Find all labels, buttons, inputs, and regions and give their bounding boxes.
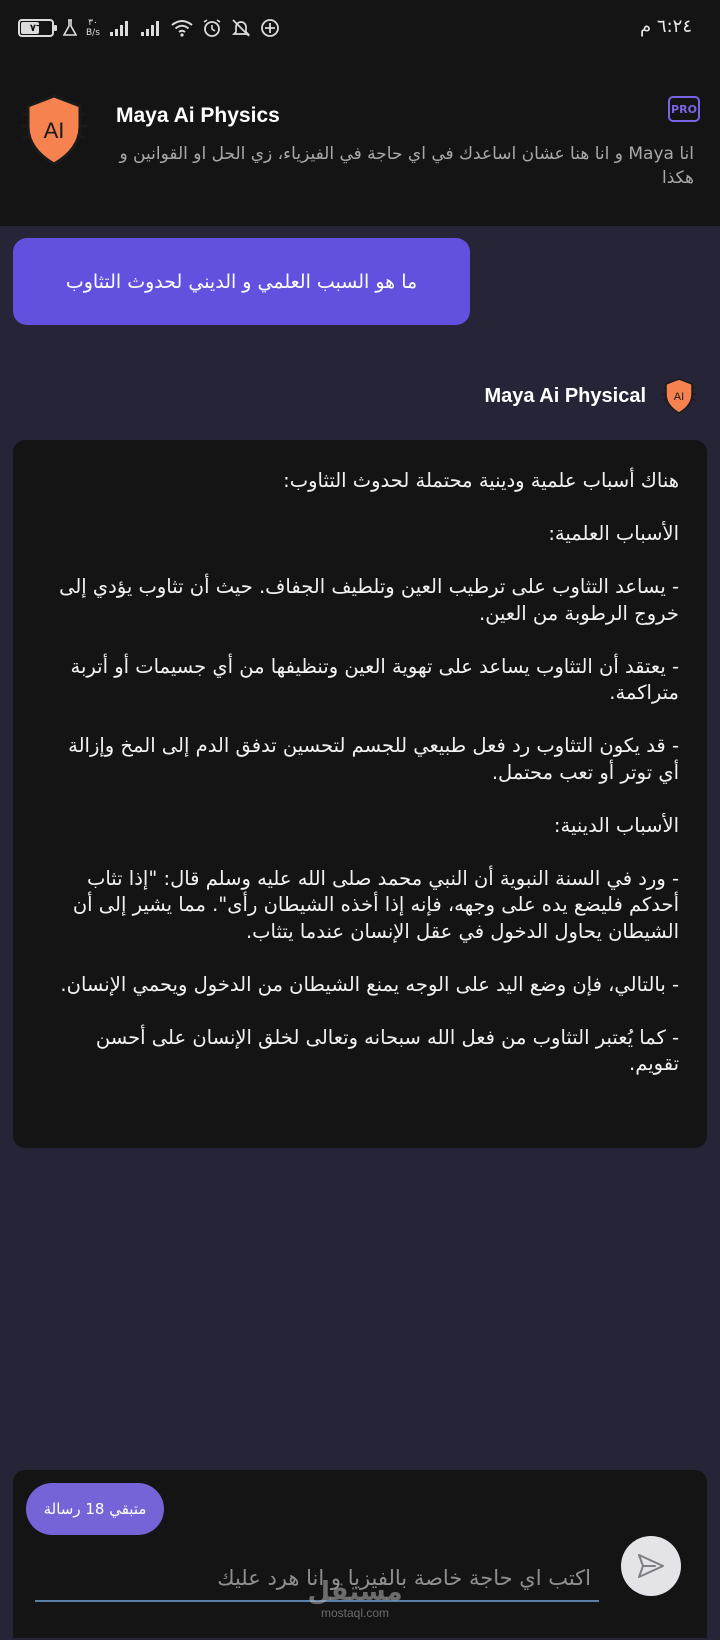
wifi-icon — [171, 19, 193, 37]
remaining-messages-badge: متبقي 18 رسالة — [26, 1483, 164, 1535]
network-speed — [86, 18, 100, 38]
bell-off-icon — [231, 18, 251, 38]
app-avatar-text: AI — [43, 118, 65, 143]
add-circle-icon — [260, 18, 280, 38]
assistant-header — [484, 376, 698, 416]
pro-badge[interactable]: PRO — [668, 96, 700, 122]
assistant-name: Maya Ai Physical — [484, 384, 646, 407]
alarm-icon — [202, 18, 222, 38]
watermark-logo: مستقل — [307, 1577, 403, 1607]
battery-icon — [18, 19, 54, 37]
network-speed-unit: B/s — [86, 28, 100, 38]
app-description: انا Maya و انا هنا عشان اساعدك في اي حاجة في الفيزياء، زي الحل او القوانين و هكذا — [119, 144, 694, 188]
network-speed-value: ٣٠ — [88, 18, 98, 28]
assistant-avatar-icon — [660, 377, 698, 415]
watermark-url: mostaql.com — [320, 1606, 390, 1620]
watermark — [300, 1578, 410, 1620]
signal-icon — [109, 19, 131, 37]
send-button[interactable] — [621, 1536, 681, 1596]
app-avatar-icon — [16, 92, 92, 168]
status-bar — [0, 0, 720, 56]
chat-header — [0, 56, 720, 226]
assistant-avatar-text: AI — [673, 391, 685, 403]
assistant-message-text: هناك أسباب علمية ودينية محتملة لحدوث التثاوب: الأسباب العلمية: - يساعد التثاوب على ترطيب العين وتلطيف الجفاف. حيث أن تثاوب يؤدي إلى خروج الرطوبة من العين. - يعتقد أن التثاوب يساعد على تهوية العين وتنظيفها من أي جسيمات أو أتربة متراكمة. - قد يكون التثاوب رد فعل طبيعي للجسم لتحسين تدفق الدم إلى المخ وإزالة أي توتر أو تعب محتمل. الأسباب الدينية: - ورد في السنة النبوية أن النبي محمد صلى الله عليه وسلم قال: "إذا تثاب أحدكم فليضع يده على وجهه، فإنه إذا أخذه الشيطان رأى". مما يشير إلى أن الشيطان يحاول الدخول في عقل الإنسان عندما يتثاب. - بالتالي، فإن وضع اليد على الوجه يمنع الشيطان من الدخول ويحمي الإنسان. - كما يُعتبر التثاوب من فعل الله سبحانه وتعالى لخلق الإنسان على أحسن تقويم. — [59, 469, 679, 1075]
signal-icon — [140, 19, 162, 37]
battery-level: ٧٦ — [29, 22, 43, 34]
user-message-bubble — [13, 238, 470, 325]
user-message-text: ما هو السبب العلمي و الديني لحدوث التثاوب — [65, 270, 418, 293]
flask-icon — [63, 19, 77, 37]
app-title: Maya Ai Physics — [116, 104, 280, 127]
send-icon — [635, 1550, 667, 1582]
assistant-message-bubble — [13, 440, 707, 1148]
status-icons — [18, 14, 280, 42]
status-time: ٦:٢٤ م — [640, 16, 692, 37]
